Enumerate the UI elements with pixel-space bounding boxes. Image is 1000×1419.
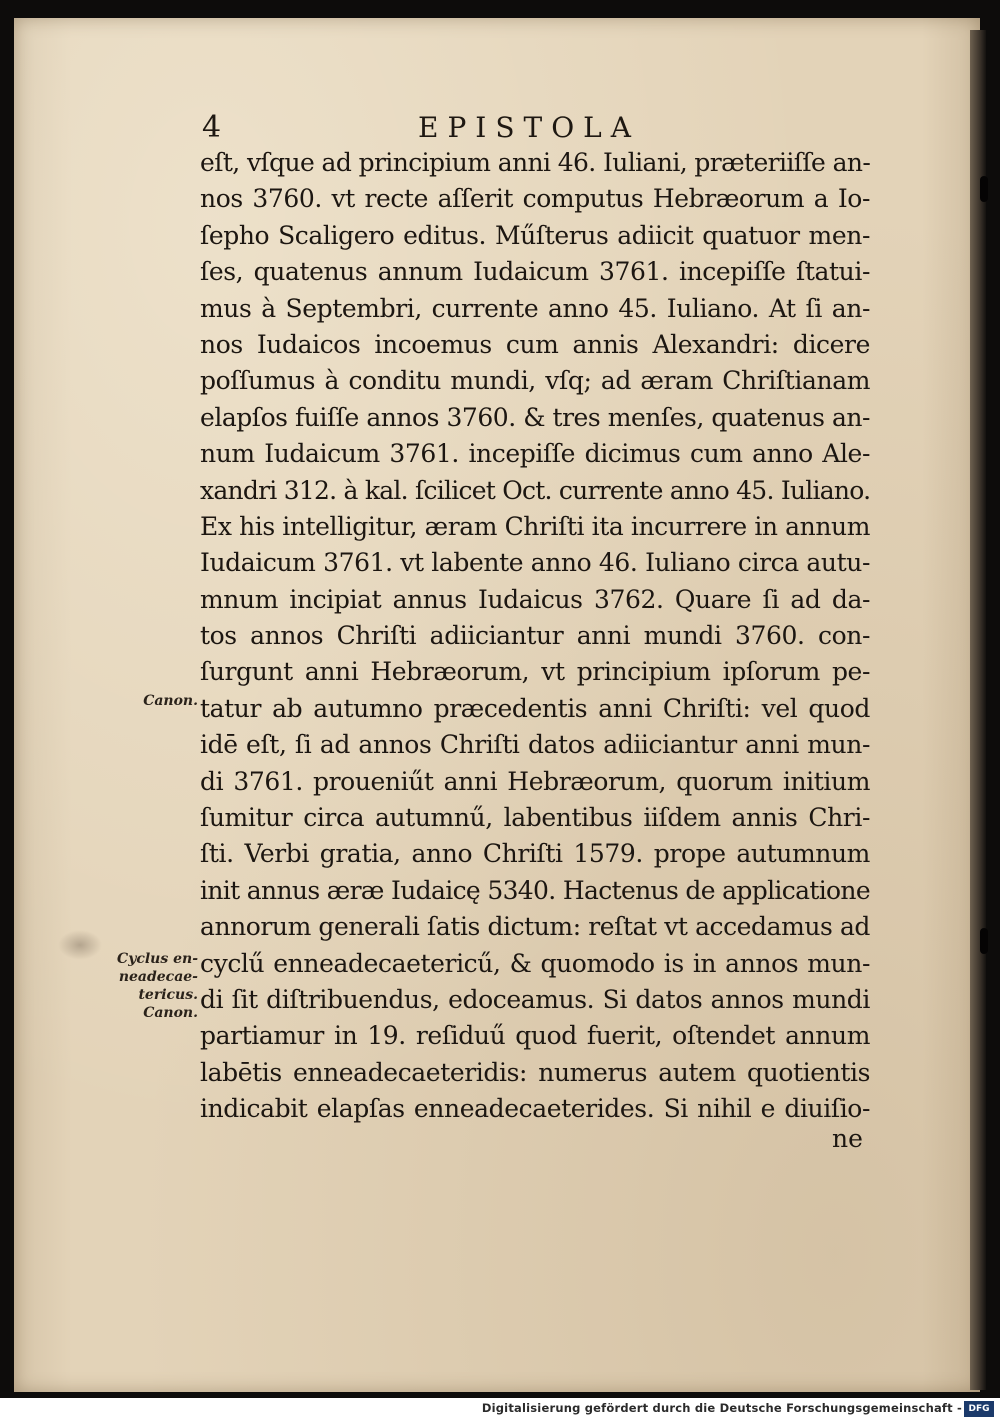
- text-line: partiamur in 19. reſiduű quod fuerit, oſtendet annum: [200, 1021, 870, 1051]
- marginal-note-cyclus: [112, 950, 198, 1022]
- text-line: Iudaicum 3761. vt labente anno 46. Iuliano circa autu-: [200, 548, 870, 578]
- text-line: ſes, quatenus annum Iudaicum 3761. incepiſſe ſtatui-: [200, 257, 870, 287]
- ink-speck: [58, 930, 102, 960]
- text-line: Ex his intelligitur, æram Chriſti ita incurrere in annum: [200, 511, 870, 541]
- binding-hole: [980, 176, 988, 202]
- marginal-note-line: Cyclus en-: [117, 951, 198, 967]
- page-number: 4: [202, 110, 222, 145]
- text-line: idē eſt, ſi ad annos Chriſti datos adiiciantur anni mun-: [200, 730, 870, 760]
- marginal-note-line: neadecae-: [118, 969, 198, 985]
- text-line: tatur ab autumno præcedentis anni Chriſti: vel quod: [200, 693, 870, 723]
- text-line: nos Iudaicos incoemus cum annis Alexandri: dicere: [200, 329, 870, 359]
- catchword: ne: [832, 1124, 863, 1153]
- text-line: ſurgunt anni Hebræorum, vt principium ipſorum pe-: [200, 657, 870, 687]
- text-line: elapſos fuiſſe annos 3760. & tres menſes, quatenus an-: [200, 402, 870, 432]
- text-line: cyclű enneadecaetericű, & quomodo is in annos mun-: [200, 948, 870, 978]
- text-line: di ſit diſtribuendus, edoceamus. Si datos annos mundi: [200, 984, 870, 1014]
- text-line: poſſumus à conditu mundi, vſq; ad æram Chriſtianam: [200, 366, 870, 396]
- text-line: nos 3760. vt recte aſſerit computus Hebræorum a Io-: [200, 184, 870, 214]
- marginal-note-line: Canon.: [143, 1005, 198, 1021]
- marginal-note-canon: Canon.: [143, 693, 198, 709]
- text-line: ſti. Verbi gratia, anno Chriſti 1579. prope autumnum: [200, 839, 870, 869]
- text-line: annorum generali ſatis dictum: reſtat vt accedamus ad: [200, 912, 870, 942]
- text-line: labētis enneadecaeteridis: numerus autem quotientis: [200, 1057, 870, 1087]
- binding-hole: [980, 928, 988, 954]
- text-line: ſepho Scaligero editus. Műſterus adiicit quatuor men-: [200, 220, 870, 250]
- marginal-note-line: tericus.: [138, 987, 198, 1003]
- text-line: di 3761. proueniűt anni Hebræorum, quorum initium: [200, 766, 870, 796]
- text-line: mus à Septembri, currente anno 45. Iuliano. At ſi an-: [200, 293, 870, 323]
- running-head: [0, 108, 1000, 148]
- text-line: eſt, vſque ad principium anni 46. Iuliani, præteriiſſe an-: [200, 148, 871, 177]
- text-line: tos annos Chriſti adiiciantur anni mundi 3760. con-: [200, 621, 870, 651]
- text-line: ſumitur circa autumnű, labentibus iiſdem annis Chri-: [200, 803, 870, 833]
- page-edge: [970, 30, 986, 1390]
- text-line: indicabit elapſas enneadecaeterides. Si nihil e diuiſio-: [200, 1094, 870, 1124]
- text-line: xandri 312. à kal. ſcilicet Oct. currente anno 45. Iuliano.: [200, 475, 871, 505]
- text-line: init annus æræ Iudaicę 5340. Hactenus de applicatione: [200, 875, 870, 905]
- text-line: num Iudaicum 3761. incepiſſe dicimus cum anno Ale-: [200, 439, 870, 469]
- text-line: mnum incipiat annus Iudaicus 3762. Quare ſi ad da-: [200, 584, 870, 614]
- dfg-logo: DFG: [964, 1401, 994, 1417]
- funding-credit: Digitalisierung gefördert durch die Deutsche Forschungsgemeinschaft -: [481, 1401, 962, 1415]
- running-head-title: EPISTOLA: [418, 111, 640, 144]
- body-text: [200, 145, 870, 1128]
